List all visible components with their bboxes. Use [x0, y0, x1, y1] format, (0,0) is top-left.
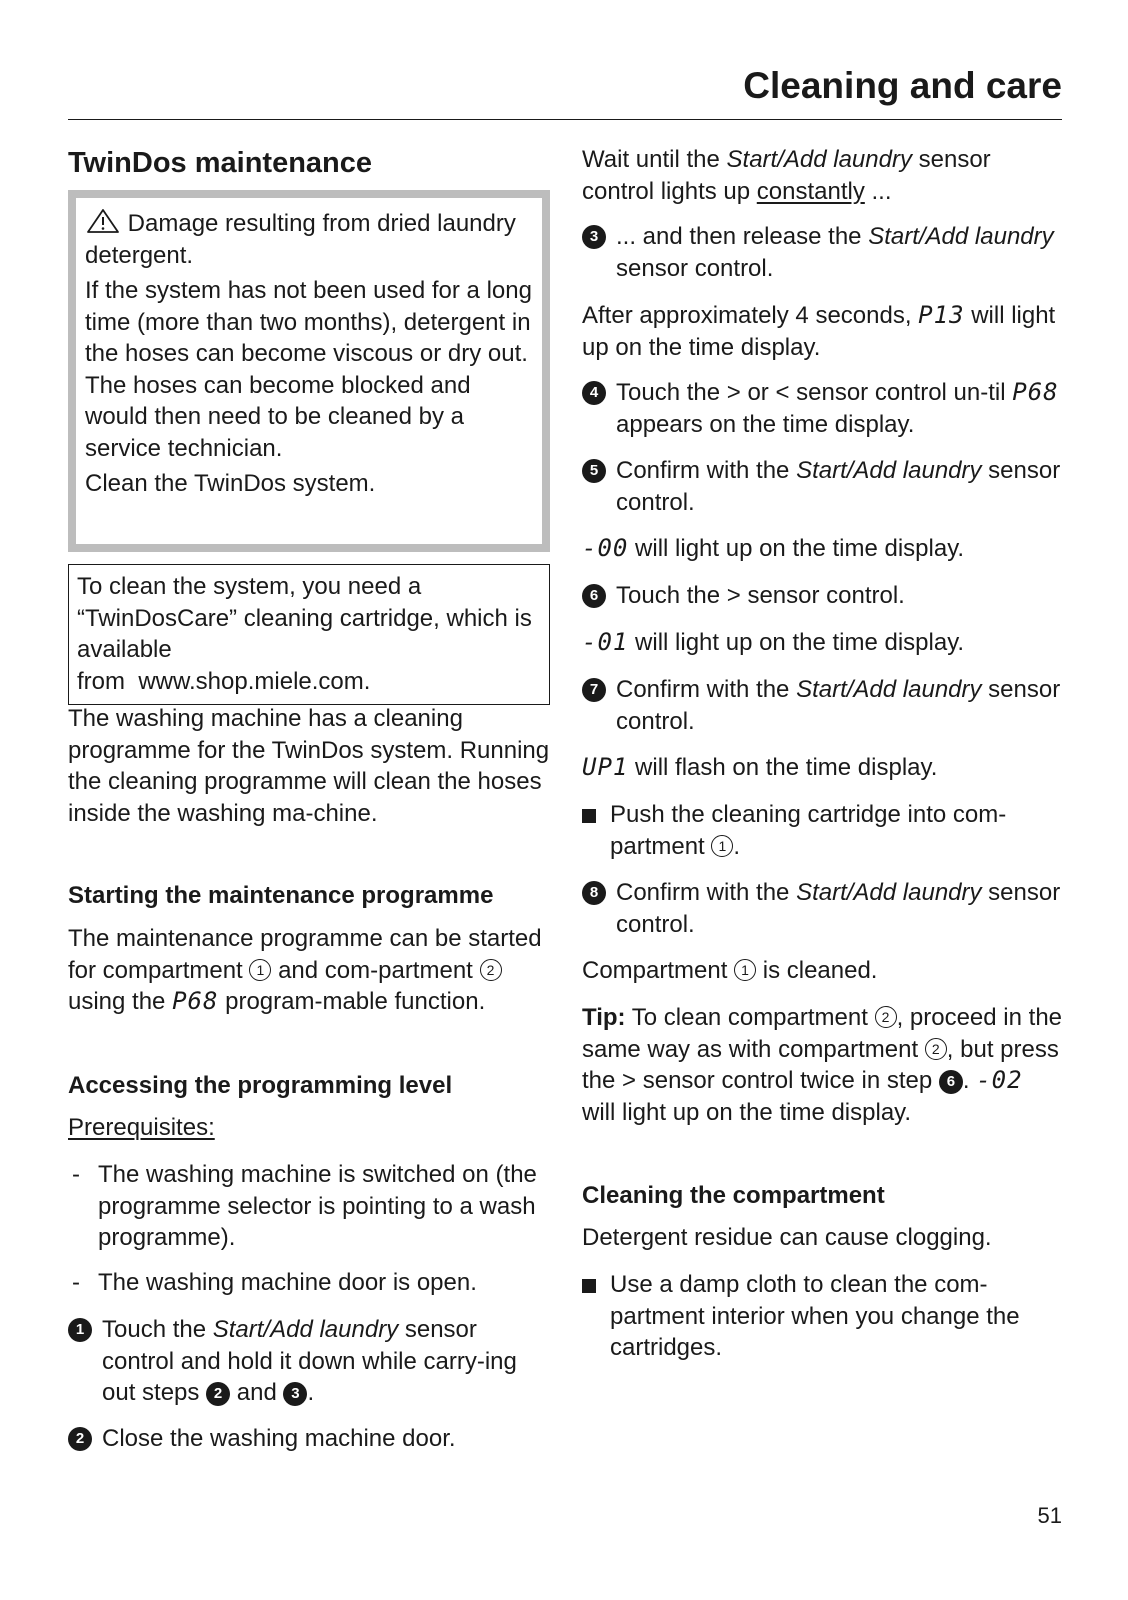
- display-01-line: -01 will light up on the time display.: [582, 628, 965, 656]
- display-code: -00: [582, 534, 629, 562]
- cleaned-line: Compartment 1 is cleaned.: [582, 957, 878, 984]
- after-paragraph: After approximately 4 seconds, P13 will light up on the time display.: [582, 301, 1056, 361]
- display-code: P68: [1012, 378, 1059, 406]
- wait-paragraph: Wait until the Start/Add laundry sensor control lights up constantly ...: [582, 146, 991, 205]
- warning-triangle-icon: [85, 208, 121, 234]
- tip-paragraph: Tip: To clean compartment 2 , proceed in the same way as with compartment 2 , but press the > sensor control twice in step 6 . -02 will light up on the time display.: [582, 1004, 1063, 1126]
- warning-box: [68, 190, 550, 552]
- display-code: P13: [918, 301, 965, 329]
- step-2: 2 Close the washing machine door.: [68, 1423, 550, 1455]
- display-00-line: -00 will light up on the time display.: [582, 534, 965, 562]
- step-4: 4 Touch the > or < sensor control un-til P68 appears on the time display.: [582, 377, 1062, 440]
- display-up1-line: UP1 will flash on the time display.: [582, 753, 938, 781]
- starting-heading: Starting the maintenance programme: [68, 882, 494, 909]
- note-box: [68, 564, 550, 705]
- cleaning-instruction: Use a damp cloth to clean the com-partment interior when you change the cartridges.: [582, 1269, 1062, 1364]
- step-number-5-icon: 5: [582, 459, 606, 483]
- step-8: 8 Confirm with the Start/Add laundry sensor control.: [582, 877, 1062, 940]
- sensor-name: Start/Add laundry: [212, 1316, 399, 1343]
- next-arrow-icon: >: [726, 582, 741, 609]
- step-7: 7 Confirm with the Start/Add laundry sensor control.: [582, 674, 1062, 737]
- page-number: 51: [1037, 1503, 1062, 1528]
- compartment-1-icon: 1: [734, 959, 756, 981]
- warning-body: If the system has not been used for a long time (more than two months), detergent in the hoses can become viscous or dry out. The hoses can become blocked and would then need to be cleaned by a service technician.: [85, 277, 532, 462]
- step-3: 3 ... and then release the Start/Add laundry sensor control.: [582, 221, 1062, 284]
- warning-lead: Damage resulting from dried laundry detergent.: [85, 210, 516, 269]
- step-number-4-icon: 4: [582, 381, 606, 405]
- push-instruction: Push the cleaning cartridge into com-partment 1 .: [582, 799, 1062, 862]
- section-title: TwinDos maintenance: [68, 147, 373, 179]
- prerequisite-item: - The washing machine is switched on (the programme selector is pointing to a wash programme).: [72, 1161, 537, 1251]
- note-url-line: from www.shop.miele.com.: [77, 667, 371, 695]
- step-number-3-icon: 3: [582, 225, 606, 249]
- compartment-1-icon: 1: [711, 835, 733, 857]
- note-text: To clean the system, you need a “TwinDosCare” cleaning cartridge, which is available: [77, 573, 532, 663]
- cleaning-text: Detergent residue can cause clogging.: [582, 1224, 992, 1251]
- next-arrow-icon: >: [622, 1067, 637, 1094]
- previous-arrow-icon: <: [775, 379, 790, 406]
- display-code: UP1: [582, 753, 629, 781]
- step-number-2-icon: 2: [68, 1427, 92, 1451]
- prerequisite-item: - The washing machine door is open.: [72, 1269, 477, 1296]
- display-code: P68: [172, 987, 219, 1015]
- compartment-2-icon: 2: [480, 959, 502, 981]
- compartment-1-icon: 1: [249, 959, 271, 981]
- intro-paragraph: The washing machine has a cleaning programme for the TwinDos system. Running the cleaning programme will clean the hoses inside the washing ma-chine.: [68, 705, 550, 827]
- warning-action: Clean the TwinDos system.: [85, 470, 376, 497]
- display-code: -02: [976, 1066, 1023, 1094]
- display-code: -01: [582, 628, 629, 656]
- step-number-3-icon: 3: [283, 1382, 307, 1406]
- compartment-2-icon: 2: [925, 1038, 947, 1060]
- shop-link: www.shop.miele.com.: [138, 667, 371, 695]
- prerequisites-label: Prerequisites:: [68, 1114, 215, 1141]
- step-number-6-icon: 6: [582, 584, 606, 608]
- step-number-7-icon: 7: [582, 678, 606, 702]
- step-6: 6 Touch the > sensor control.: [582, 580, 1062, 612]
- page-header: [68, 64, 1062, 120]
- cleaning-heading: Cleaning the compartment: [582, 1182, 885, 1209]
- starting-paragraph: The maintenance programme can be started for compartment 1 and com-partment 2 using the P68 program-mable function.: [68, 925, 542, 1015]
- step-1: 1 Touch the Start/Add laundry sensor control and hold it down while carry-ing out steps 2 and 3 .: [68, 1314, 550, 1409]
- bullet-square-icon: [582, 809, 596, 823]
- accessing-heading: Accessing the programming level: [68, 1072, 453, 1099]
- step-5: 5 Confirm with the Start/Add laundry sensor control.: [582, 455, 1062, 518]
- compartment-2-icon: 2: [875, 1006, 897, 1028]
- chapter-title: Cleaning and care: [743, 65, 1062, 106]
- step-number-8-icon: 8: [582, 881, 606, 905]
- bullet-square-icon: [582, 1279, 596, 1293]
- step-number-2-icon: 2: [206, 1382, 230, 1406]
- next-arrow-icon: >: [726, 379, 741, 406]
- step-number-1-icon: 1: [68, 1318, 92, 1342]
- step-number-6-icon: 6: [939, 1070, 963, 1094]
